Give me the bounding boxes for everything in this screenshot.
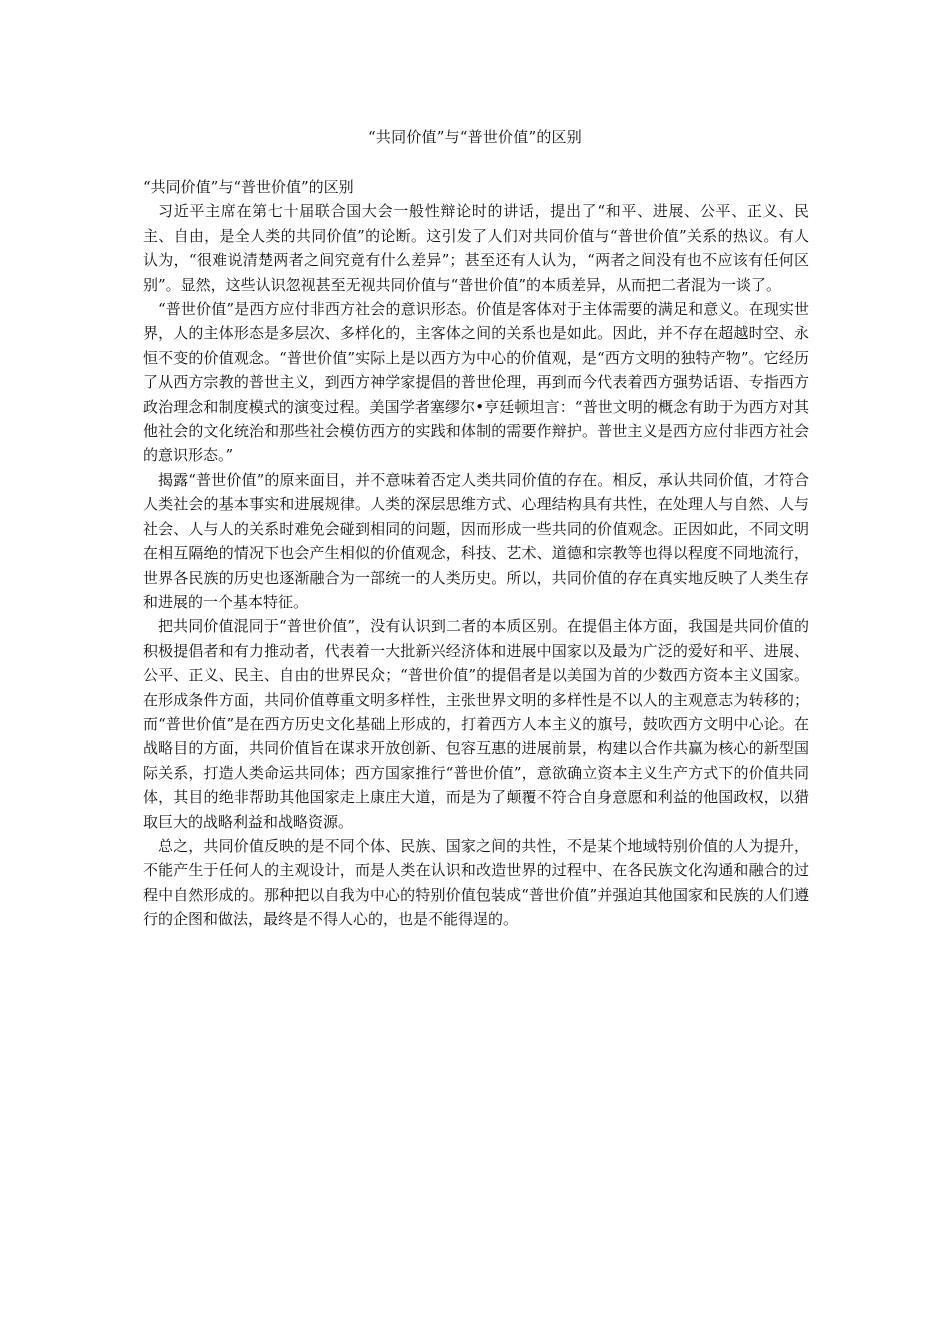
document-title: “共同价值”与“普世价值”的区别 xyxy=(368,128,582,146)
paragraph-1: 习近平主席在第七十届联合国大会一般性辩论时的讲话，提出了“和平、进展、公平、正义、民主、自由，是全人类的共同价值”的论断。这引发了人们对共同价值与“普世价值”关系的热议。有人认为，“很难说清楚两者之间究竟有什么差异”；甚至还有人认为，“两者之间没有也不应该有任何区别”。显然，这些认识忽视甚至无视共同价值与“普世价值”的本质差异，从而把二者混为一谈了。 xyxy=(143,202,809,294)
paragraph-4: 把共同价值混同于“普世价值”，没有认识到二者的本质区别。在提倡主体方面，我国是共同价值的积极提倡者和有力推动者，代表着一大批新兴经济体和进展中国家以及最为广泛的爱好和平、进展、公平、正义、民主、自由的世界民众；“普世价值”的提倡者是以美国为首的少数西方资本主义国家。在形成条件方面，共同价值尊重文明多样性，主张世界文明的多样性是不以人的主观意志为转移的；而“普世价值”是在西方历史文化基础上形成的，打着西方人本主义的旗号，鼓吹西方文明中心论。在战略目的方面，共同价值旨在谋求开放创新、包容互惠的进展前景，构建以合作共赢为核心的新型国际关系，打造人类命运共同体；西方国家推行“普世价值”，意欲确立资本主义生产方式下的价值共同体，其目的绝非帮助其他国家走上康庄大道，而是为了颠覆不符合自身意愿和利益的他国政权，以猎取巨大的战略利益和战略资源。 xyxy=(143,617,809,831)
paragraph-2: “普世价值”是西方应付非西方社会的意识形态。价值是客体对于主体需要的满足和意义。在现实世界，人的主体形态是多层次、多样化的，主客体之间的关系也是如此。因此，并不存在超越时空、永恒不变的价值观念。“普世价值”实际上是以西方为中心的价值观，是“西方文明的独特产物”。它经历了从西方宗教的普世主义，到西方神学家提倡的普世伦理，再到而今代表着西方强势话语、专指西方政治理念和制度模式的演变过程。美国学者塞缪尔•亨廷顿坦言：“普世文明的概念有助于为西方对其他社会的文化统治和那些社会模仿西方的实践和体制的需要作辩护。普世主义是西方应付非西方社会的意识形态。” xyxy=(143,300,809,465)
paragraph-3: 揭露“普世价值”的原来面目，并不意味着否定人类共同价值的存在。相反，承认共同价值，才符合人类社会的基本事实和进展规律。人类的深层思维方式、心理结构具有共性，在处理人与自然、人与社会、人与人的关系时难免会碰到相同的问题，因而形成一些共同的价值观念。正因如此，不同文明在相互隔绝的情况下也会产生相似的价值观念，科技、艺术、道德和宗教等也得以程度不同地流行，世界各民族的历史也逐渐融合为一部统一的人类历史。所以，共同价值的存在真实地反映了人类生存和进展的一个基本特征。 xyxy=(143,470,809,611)
paragraph-5: 总之，共同价值反映的是不同个体、民族、国家之间的共性，不是某个地域特别价值的人为提升，不能产生于任何人的主观设计，而是人类在认识和改造世界的过程中、在各民族文化沟通和融合的过程中自然形成的。那种把以自我为中心的特别价值包装成“普世价值”并强迫其他国家和民族的人们遵行的企图和做法，最终是不得人心的，也是不能得逞的。 xyxy=(143,836,809,929)
document-body xyxy=(143,175,809,932)
document-subtitle: “共同价值”与“普世价值”的区别 xyxy=(143,178,354,196)
